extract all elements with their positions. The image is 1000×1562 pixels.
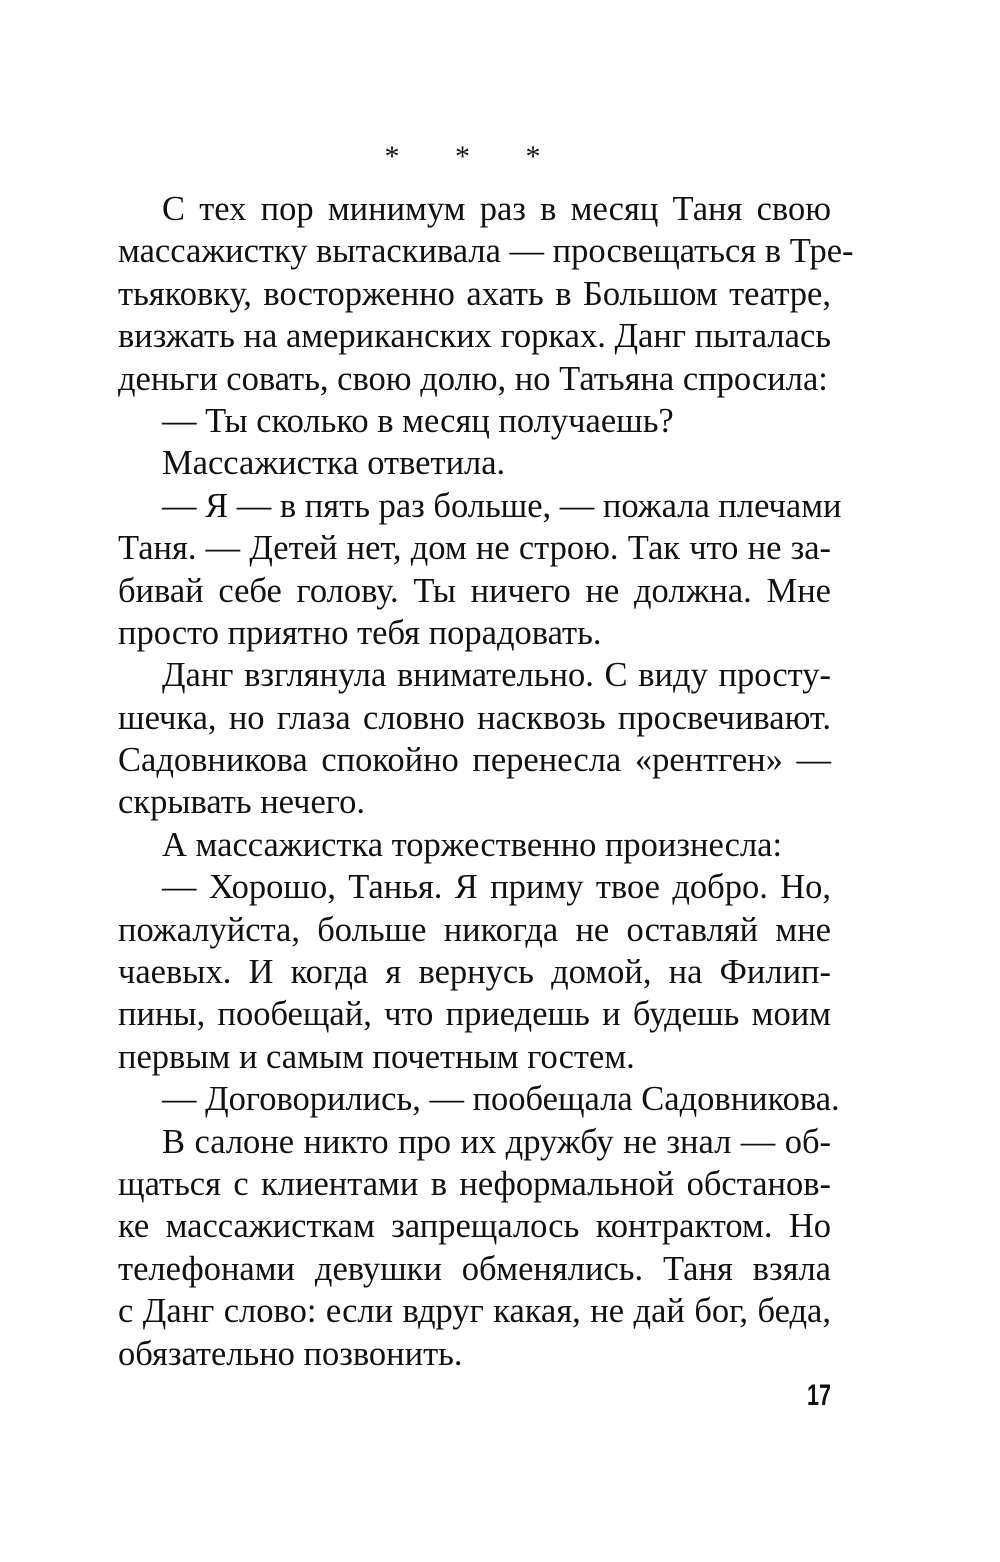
text-line: — Хорошо, Танья. Я приму твое добро. Но, <box>162 868 831 907</box>
text-line: тьяковку, восторженно ахать в Большом театре, <box>118 274 831 313</box>
text-line: щаться с клиентами в неформальной обстанов- <box>118 1164 831 1203</box>
text-line: деньги совать, свою долю, но Татьяна спросила: <box>118 359 828 398</box>
text-line: обязательно позвонить. <box>118 1334 463 1373</box>
text-line: Массажистка ответила. <box>162 444 506 483</box>
text-line: А массажистка торжественно произнесла: <box>162 825 783 864</box>
text-line: бивай себе голову. Ты ничего не должна. Мне <box>118 571 831 610</box>
text-line: первым и самым почетным гостем. <box>118 1037 635 1076</box>
text-line: Данг взглянула внимательно. С виду просту- <box>162 656 831 695</box>
text-line: пины, пообещай, что приедешь и будешь моим <box>118 995 831 1034</box>
text-line: — Ты сколько в месяц получаешь? <box>162 401 674 440</box>
section-separator: * * * <box>384 140 565 173</box>
text-line: ке массажисткам запрещалось контрактом. Но <box>118 1207 831 1246</box>
body-text <box>118 188 854 1375</box>
text-line: — Договорились, — пообещала Садовникова. <box>162 1080 840 1119</box>
text-line: В салоне никто про их дружбу не знал — об- <box>162 1122 831 1161</box>
text-line: Таня. — Детей нет, дом не строю. Так что не за- <box>118 529 831 568</box>
page-number: 17 <box>806 1379 831 1412</box>
text-line: скрывать нечего. <box>118 783 365 822</box>
text-line: Садовникова спокойно перенесла «рентген» — <box>118 741 831 780</box>
text-line: — Я — в пять раз больше, — пожала плечами <box>162 486 842 525</box>
text-line: массажистку вытаскивала — просвещаться в Тре- <box>118 232 854 271</box>
text-line: телефонами девушки обменялись. Таня взяла <box>118 1249 831 1288</box>
text-line: просто приятно тебя порадовать. <box>118 613 602 652</box>
text-line: С тех пор минимум раз в месяц Таня свою <box>162 190 831 228</box>
text-line: пожалуйста, больше никогда не оставляй мне <box>118 910 831 949</box>
text-line: шечка, но глаза словно насквозь просвечивают. <box>118 698 831 737</box>
text-line: визжать на американских горках. Данг пыталась <box>118 317 831 356</box>
text-line: чаевых. И когда я вернусь домой, на Филип- <box>118 953 831 992</box>
text-line: с Данг слово: если вдруг какая, не дай бог, беда, <box>118 1292 831 1331</box>
